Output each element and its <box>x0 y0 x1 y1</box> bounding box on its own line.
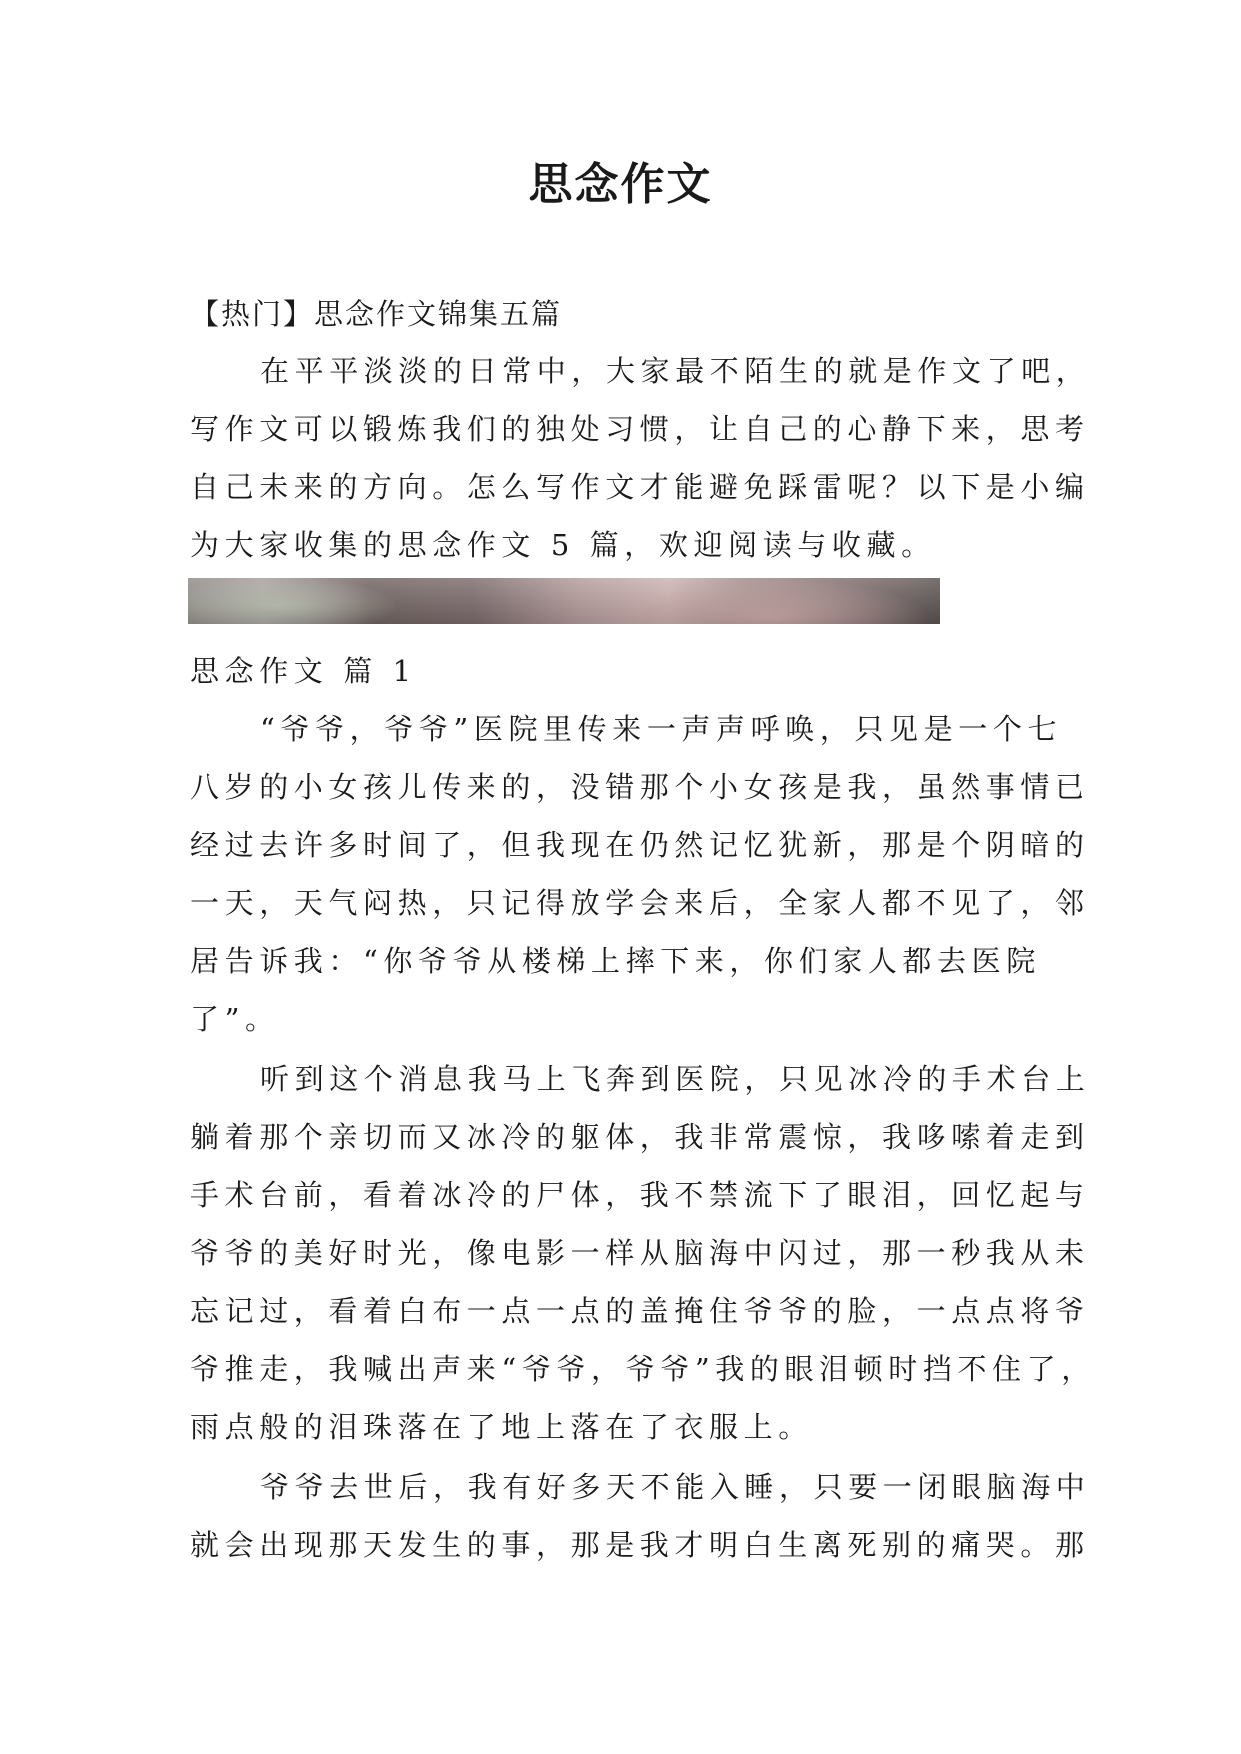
paragraph-line: 经过去许多时间了，但我现在仍然记忆犹新，那是个阴暗的 <box>190 828 1090 862</box>
document-body <box>190 286 1096 1576</box>
intro-paragraph <box>190 342 1091 574</box>
paragraph-line: 了”。 <box>190 1002 280 1036</box>
paragraph-line: 忘记过，看着白布一点一点的盖掩住爷爷的脸，一点点将爷 <box>190 1294 1090 1328</box>
paragraph-line: 听到这个消息我马上飞奔到医院，只见冰冷的手术台上 <box>260 1062 1091 1096</box>
paragraph-line: 爷爷的美好时光，像电影一样从脑海中闪过，那一秒我从未 <box>190 1236 1090 1270</box>
intro-line: 为大家收集的思念作文 5 篇，欢迎阅读与收藏。 <box>190 528 936 562</box>
article-subtitle: 【热门】思念作文锦集五篇 <box>190 297 563 331</box>
paragraph-line: 手术台前，看着冰冷的尸体，我不禁流下了眼泪，回忆起与 <box>190 1178 1090 1212</box>
body-paragraph <box>190 1458 1091 1574</box>
section-heading: 思念作文 篇 1 <box>190 654 417 688</box>
photo-shade <box>188 578 940 624</box>
paragraph-line: 居告诉我：“你爷爷从楼梯上摔下来，你们家人都去医院 <box>190 944 1041 978</box>
paragraph-line: “爷爷，爷爷”医院里传来一声声呼唤，只见是一个七 <box>260 712 1063 746</box>
intro-line: 在平平淡淡的日常中，大家最不陌生的就是作文了吧， <box>260 354 1091 388</box>
body-paragraph <box>190 1050 1096 1456</box>
cover-photo <box>188 578 940 624</box>
paragraph-line: 八岁的小女孩儿传来的，没错那个小女孩是我，虽然事情已 <box>190 770 1090 804</box>
paragraph-line: 爷推走，我喊出声来“爷爷，爷爷”我的眼泪顿时挡不住了， <box>190 1352 1096 1386</box>
document-title: 思念作文 <box>528 159 713 210</box>
paragraph-line: 就会出现那天发生的事，那是我才明白生离死别的痛哭。那 <box>190 1528 1090 1562</box>
intro-line: 自己未来的方向。怎么写作文才能避免踩雷呢？以下是小编 <box>190 470 1090 504</box>
intro-line: 写作文可以锻炼我们的独处习惯，让自己的心静下来，思考 <box>190 412 1090 446</box>
paragraph-line: 雨点般的泪珠落在了地上落在了衣服上。 <box>190 1410 813 1444</box>
body-paragraph <box>190 700 1090 1048</box>
paragraph-line: 爷爷去世后，我有好多天不能入睡，只要一闭眼脑海中 <box>260 1470 1091 1504</box>
paragraph-line: 一天，天气闷热，只记得放学会来后，全家人都不见了，邻 <box>190 886 1090 920</box>
paragraph-line: 躺着那个亲切而又冰冷的躯体，我非常震惊，我哆嗦着走到 <box>190 1120 1090 1154</box>
